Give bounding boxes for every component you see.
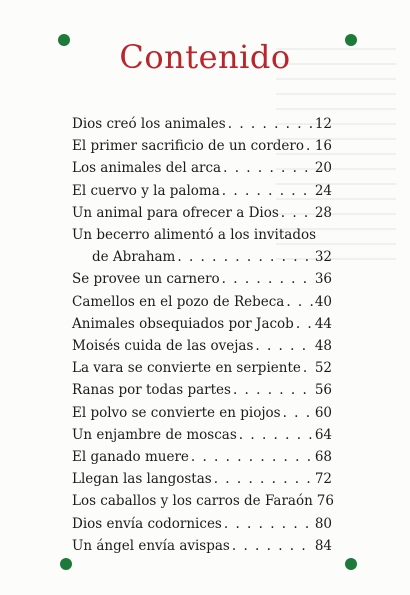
toc-entry-page: 52 xyxy=(314,360,332,377)
toc-entry-page: 84 xyxy=(314,537,332,554)
toc-entry-page: 44 xyxy=(314,315,332,332)
toc-entry xyxy=(72,246,332,268)
toc-entry-page: 24 xyxy=(314,182,332,199)
toc-entry-title: Moisés cuida de las ovejas xyxy=(72,338,254,355)
toc-entry xyxy=(72,291,332,313)
corner-dot-bottom-right xyxy=(345,558,357,570)
toc-entry xyxy=(72,157,332,179)
dot-leader xyxy=(286,291,312,313)
dot-leader xyxy=(223,157,313,179)
dot-leader xyxy=(222,180,313,202)
dot-leader xyxy=(281,202,313,224)
dot-leader xyxy=(191,446,313,468)
toc-entry-page: 28 xyxy=(314,204,332,221)
dot-leader xyxy=(228,113,313,135)
toc-entry xyxy=(72,268,332,290)
toc-entry-page: 20 xyxy=(314,160,332,177)
toc-entry xyxy=(72,468,332,490)
dot-leader xyxy=(177,246,312,268)
toc-entry-page: 72 xyxy=(314,471,332,488)
dot-leader xyxy=(233,379,313,401)
toc-entry-title: La vara se convierte en serpiente xyxy=(72,360,301,377)
toc-entry-title: Un enjambre de moscas xyxy=(72,426,237,443)
toc-entry xyxy=(72,313,332,335)
toc-entry-title: Un ángel envía avispas xyxy=(72,537,230,554)
dot-leader xyxy=(239,424,313,446)
toc-entry-title: Los animales del arca xyxy=(72,160,222,177)
toc-entry-title-line1: Un becerro alimentó a los invitados xyxy=(72,227,317,244)
toc-entry xyxy=(72,535,332,557)
dot-leader xyxy=(232,535,313,557)
dot-leader xyxy=(303,357,313,379)
toc-entry-page: 36 xyxy=(314,271,332,288)
dot-leader xyxy=(224,513,313,535)
toc-entry-title: Los caballos y los carros de Faraón xyxy=(72,493,313,510)
toc-entry-page: 60 xyxy=(314,404,332,421)
toc-entry xyxy=(72,335,332,357)
toc-entry-page: 68 xyxy=(314,449,332,466)
toc-entry-title: El ganado muere xyxy=(72,449,189,466)
toc-entry-title: Animales obsequiados por Jacob xyxy=(72,315,294,332)
toc-entry-title: El cuervo y la paloma xyxy=(72,182,220,199)
toc-entry-page: 40 xyxy=(314,293,332,310)
toc-entry-page: 32 xyxy=(314,249,332,266)
toc-entry-title: El polvo se convierte en piojos xyxy=(72,404,281,421)
dot-leader xyxy=(296,313,313,335)
toc-entry-title: Dios envía codornices xyxy=(72,515,222,532)
toc-entry-page: 16 xyxy=(314,138,332,155)
toc-entry xyxy=(72,379,332,401)
toc-entry-title: Camellos en el pozo de Rebeca xyxy=(72,293,285,310)
dot-leader xyxy=(306,135,313,157)
toc-entry-title: El primer sacrificio de un cordero xyxy=(72,138,304,155)
toc-entry xyxy=(72,202,332,224)
toc-entry xyxy=(72,513,332,535)
page-title: Contenido xyxy=(119,38,291,76)
corner-dot-bottom-left xyxy=(60,558,72,570)
toc-entry-title: Se provee un carnero xyxy=(72,271,220,288)
toc-entry xyxy=(72,180,332,202)
dot-leader xyxy=(214,468,313,490)
toc-entry-page: 64 xyxy=(314,426,332,443)
toc-entry-page: 76 xyxy=(316,493,334,510)
toc-entry xyxy=(72,446,332,468)
toc-entry-page: 80 xyxy=(314,515,332,532)
toc-entry xyxy=(72,113,332,135)
toc-entry-page: 12 xyxy=(314,116,332,132)
toc-entry-page: 48 xyxy=(314,338,332,355)
toc-entry-title: Ranas por todas partes xyxy=(72,382,231,399)
toc-entry-title: de Abraham xyxy=(92,249,176,266)
toc-entry xyxy=(72,424,332,446)
toc-entry-title: Llegan las langostas xyxy=(72,471,212,488)
toc-entry-page: 56 xyxy=(314,382,332,399)
toc-entry-title: Dios creó los animales xyxy=(72,116,226,132)
toc-entry xyxy=(72,357,332,379)
table-of-contents xyxy=(72,113,332,557)
toc-entry-title: Un animal para ofrecer a Dios xyxy=(72,204,279,221)
toc-entry xyxy=(72,402,332,424)
toc-entry xyxy=(72,490,332,512)
dot-leader xyxy=(255,335,312,357)
dot-leader xyxy=(283,402,313,424)
dot-leader xyxy=(222,268,313,290)
toc-entry xyxy=(72,135,332,157)
